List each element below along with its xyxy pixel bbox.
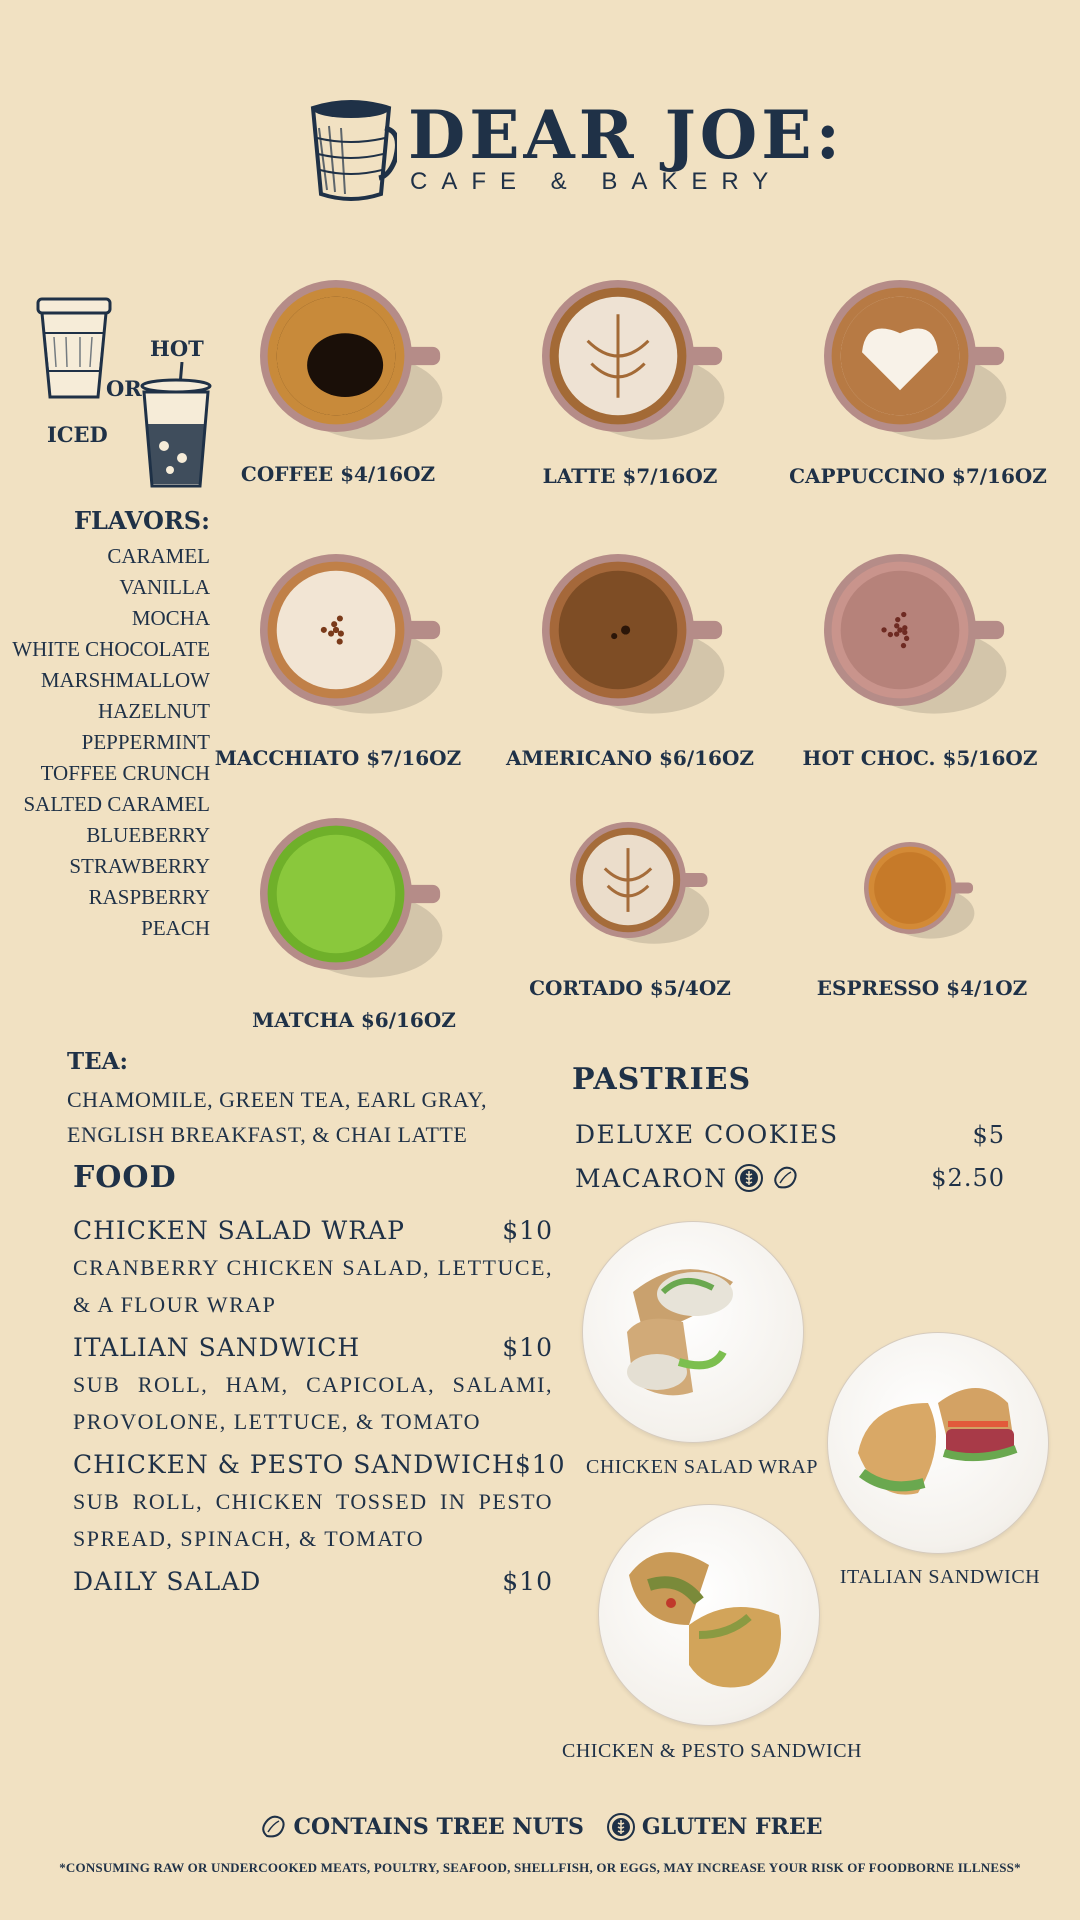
hot-label: HOT [150, 336, 204, 361]
chicken-pesto-sandwich-photo [598, 1504, 820, 1726]
hotchoc-cup-image [820, 550, 1042, 742]
food-safety-disclaimer: *CONSUMING RAW OR UNDERCOOKED MEATS, POULTRY, SEAFOOD, SHELLFISH, OR EGGS, MAY INCREASE YOUR RISK OF FOODBORNE ILLNESS* [59, 1860, 1021, 1875]
legend-gluten-free-label: GLUTEN FREE [641, 1814, 823, 1840]
pastry-name: DELUXE COOKIES [575, 1120, 839, 1149]
food-price: $10 [502, 1567, 553, 1596]
food-price: $10 [514, 1450, 566, 1479]
italian-sandwich-photo [827, 1332, 1049, 1554]
drink-label-espresso: ESPRESSO $4/1OZ [816, 976, 1028, 1000]
drink-label-coffee: COFFEE $4/16OZ [240, 462, 436, 486]
drink-label-hot-chocolate: HOT CHOC. $5/16OZ [802, 746, 1038, 770]
flavor-item: RASPBERRY [88, 885, 210, 909]
hot-cup-icon [32, 293, 116, 403]
coffee-mug-icon [305, 98, 397, 204]
pastry-name: MACARON [575, 1163, 728, 1193]
food-description: CRANBERRY CHICKEN SALAD, LETTUCE, & A FLOUR WRAP [73, 1255, 553, 1317]
tree-nut-icon [770, 1163, 800, 1193]
drink-label-americano: AMERICANO $6/16OZ [506, 746, 754, 770]
food-item-italian-sandwich [73, 1333, 553, 1440]
flavor-item: SALTED CARAMEL [23, 792, 210, 816]
drink-label-cappuccino: CAPPUCCINO $7/16OZ [789, 464, 1047, 488]
tree-nut-icon [258, 1812, 288, 1842]
chicken-salad-wrap-photo [582, 1221, 804, 1443]
coffee-cup-image [256, 276, 478, 468]
iced-cup-icon [138, 362, 214, 492]
flavor-item: PEPPERMINT [81, 730, 210, 754]
food-item-daily-salad [73, 1567, 553, 1596]
pastry-item-deluxe-cookies [575, 1120, 1005, 1149]
macchiato-cup-image [256, 550, 478, 742]
cortado-cup-image [566, 818, 752, 974]
flavor-item: WHITE CHOCOLATE [12, 637, 210, 661]
flavor-item: VANILLA [119, 575, 210, 599]
brand-title: DEAR JOE: [408, 96, 844, 174]
photo-caption: ITALIAN SANDWICH [839, 1566, 1041, 1588]
pastry-item-macaron [575, 1163, 1005, 1193]
pastry-name-row [575, 1163, 800, 1193]
tea-list: CHAMOMILE, GREEN TEA, EARL GRAY, ENGLISH BREAKFAST, & CHAI LATTE [67, 1087, 487, 1147]
food-name: CHICKEN & PESTO SANDWICH [73, 1450, 515, 1479]
photo-caption: CHICKEN SALAD WRAP [586, 1456, 818, 1478]
food-description: SUB ROLL, HAM, CAPICOLA, SALAMI, PROVOLONE, LETTUCE, & TOMATO [73, 1372, 553, 1434]
food-price: $10 [502, 1216, 553, 1245]
drink-label-latte: LATTE $7/16OZ [542, 464, 718, 488]
food-name: ITALIAN SANDWICH [73, 1333, 361, 1362]
flavor-item: BLUEBERRY [86, 823, 210, 847]
or-label: OR [106, 376, 142, 401]
brand-subtitle: CAFE & BAKERY [410, 168, 783, 195]
gluten-free-icon [734, 1163, 764, 1193]
drink-label-macchiato: MACCHIATO $7/16OZ [214, 746, 462, 770]
drink-label-matcha: MATCHA $6/16OZ [252, 1008, 456, 1032]
flavor-item: TOFFEE CRUNCH [40, 761, 210, 785]
cappuccino-cup-image [820, 276, 1042, 468]
food-price: $10 [502, 1333, 553, 1362]
pastries-title: PASTRIES [572, 1062, 752, 1097]
flavor-item: MOCHA [131, 606, 210, 630]
legend-tree-nuts-label: CONTAINS TREE NUTS [293, 1814, 584, 1840]
flavor-item: CARAMEL [107, 544, 210, 568]
drink-label-cortado: CORTADO $5/4OZ [529, 976, 731, 1000]
tea-title: TEA: [67, 1048, 128, 1075]
food-item-chicken-pesto-sandwich [73, 1450, 566, 1557]
flavor-item: STRAWBERRY [69, 854, 210, 878]
flavor-item: HAZELNUT [98, 699, 210, 723]
flavors-list [12, 506, 210, 944]
food-name: DAILY SALAD [73, 1567, 262, 1596]
food-title: FOOD [73, 1160, 177, 1195]
food-name: CHICKEN SALAD WRAP [73, 1216, 405, 1245]
americano-cup-image [538, 550, 760, 742]
flavor-item: MARSHMALLOW [40, 668, 210, 692]
legend-gluten-free [606, 1812, 823, 1842]
food-description: SUB ROLL, CHICKEN TOSSED IN PESTO SPREAD, SPINACH, & TOMATO [73, 1489, 553, 1551]
matcha-cup-image [256, 814, 478, 1006]
flavor-item: PEACH [141, 916, 210, 940]
food-item-chicken-salad-wrap [73, 1216, 553, 1323]
gluten-free-icon [606, 1812, 636, 1842]
pastry-price: $5 [972, 1120, 1005, 1149]
espresso-cup-image [860, 838, 1022, 970]
legend-tree-nuts [258, 1812, 584, 1842]
iced-label: ICED [47, 422, 108, 447]
latte-cup-image [538, 276, 760, 468]
photo-caption: CHICKEN & PESTO SANDWICH [562, 1740, 862, 1762]
allergen-legend [0, 1812, 1080, 1842]
pastry-price: $2.50 [931, 1164, 1005, 1192]
flavors-title: FLAVORS: [73, 506, 210, 535]
